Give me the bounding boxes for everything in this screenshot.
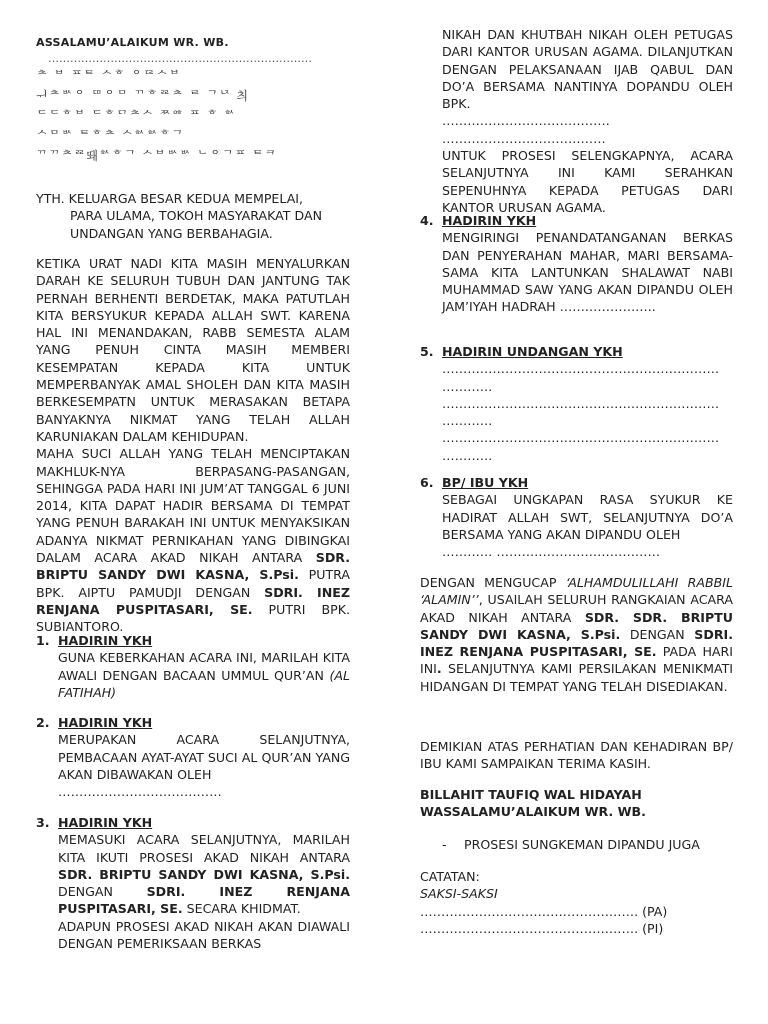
garbled-line: ᅱᄎᄡᄋ ᄃᄆᄋᄆ ᄁᄒᄙᄎ ᄅ ᄀᄂᄌ 츼: [36, 89, 249, 103]
section-4-title: 4. HADIRIN YKH: [420, 213, 537, 228]
section-6-title: 6. BP/ IBU YKH: [420, 475, 529, 490]
section-1: [36, 632, 350, 701]
section-3-text-2: ADAPUN PROSESI AKAD NIKAH AKAN DIAWALI DENGAN PEMERIKSAAN BERKAS: [58, 918, 350, 952]
section-2-text: MERUPAKAN ACARA SELANJUTNYA, PEMBACAAN AYAT-AYAT SUCI AL QUR’AN YANG AKAN DIBAWAKAN OLEH: [58, 732, 350, 782]
section-1-title: 1. HADIRIN YKH: [36, 633, 153, 648]
paragraph-2: MAHA SUCI ALLAH YANG TELAH MENCIPTAKAN MAKHLUK-NYA BERPASANG-PASANGAN, SEHINGGA PADA HARI INI JUM’AT TANGGAL 6 JUNI 2014, KITA DAPAT HADIR BERSAMA DI TEMPAT YANG PENUH BARAKAH INI UNTUK MENYAKSIKAN ADANYA NIKMAT PERNIKAHAN YANG DIBINGKAI DALAM ACARA AKAD NIKAH ANTARA SDR. BRIPTU SANDY DWI KASNA, S.Psi. PUTRA BPK. AIPTU PAMUDJI DENGAN SDRI. INEZ RENJANA PUSPITASARI, SE. PUTRI BPK. SUBIANTORO.: [36, 446, 351, 635]
section-2: [36, 714, 350, 800]
section-6: [420, 474, 733, 560]
section-5-dots: …………………………………………………………: [442, 395, 720, 411]
address-line: YTH. KELUARGA BESAR KEDUA MEMPELAI,: [36, 191, 304, 206]
continuation-block: [420, 26, 733, 216]
section-6-dots: ………… …………………………………: [442, 544, 661, 560]
bride-name: SDRI. INEZ RENJANA PUSPITASARI, SE.: [36, 584, 351, 617]
farewell-block: [420, 786, 733, 821]
garbled-line: ᄃᄃᄒᄇ ᄃᄒᄗᄎᄉ ᄍᄋᄒ ᄑ ᄒ ᄒᄉ: [36, 109, 237, 123]
section-2-title: 2. HADIRIN YKH: [36, 715, 153, 730]
paragraph-1: KETIKA URAT NADI KITA MASIH MENYALURKAN DARAH KE SELURUH TUBUH DAN JANTUNG TAK PERNAH BERHENTI BERDETAK, MAKA PATUTLAH KITA BERSYUKUR KEPADA ALLAH SWT. KARENA HAL INI MENANDAKAN, RABB SEMESTA ALAM YANG PENUH CINTA MASIH MEMBERI KESEMPATAN KEPADA KITA UNTUK MEMPERBANYAK AMAL SHOLEH DAN KITA MASIH BERKESEMPATN UNTUK MERASAKAN BETAPA BANYAKNYA NIKMAT YANG TELAH ALLAH KARUNIAKAN DALAM KEHIDUPAN.: [36, 256, 350, 444]
section-3-text: MEMASUKI ACARA SELANJUTNYA, MARILAH KITA IKUTI PROSESI AKAD NIKAH ANTARA SDR. BRIPTU SANDY DWI KASNA, S.Psi. DENGAN SDRI. INEZ RENJANA PUSPITASARI, SE. SECARA KHIDMAT.: [58, 832, 351, 917]
section-4: [420, 212, 733, 316]
farewell-line-2: WASSALAMU’ALAIKUM WR. WB.: [420, 804, 646, 820]
continuation-text: NIKAH DAN KHUTBAH NIKAH OLEH PETUGAS DARI KANTOR URUSAN AGAMA. DILANJUTKAN DENGAN PELAKSANAAN IJAB QABUL DAN DO’A BERSAMA NANTINYA DOPANDU OLEH BPK.: [442, 27, 733, 112]
witness-label: SAKSI-SAKSI: [420, 886, 498, 902]
address-line-2: PARA ULAMA, TOKOH MASYARAKAT DAN UNDANGAN YANG BERBAHAGIA.: [70, 208, 322, 241]
note-bullet: [420, 836, 733, 853]
section-5-dots: …………: [442, 447, 493, 463]
garbled-line: ᄎ ᄇ ᄑᄐ ᄉᄒ ᄋᄃᄅᄉᄇ: [36, 69, 182, 83]
dots-line: ………………………………………………………………: [48, 52, 312, 65]
thanks-paragraph: [420, 738, 733, 773]
continuation-dots: ………………………………….: [442, 113, 610, 129]
garbled-text-block: [36, 66, 350, 166]
section-5-dots: …………: [442, 413, 493, 429]
section-3-title: 3. HADIRIN YKH: [36, 815, 153, 830]
witness-line-1: ……………………………………………. (PA): [420, 903, 668, 919]
bullet-dash: -: [442, 837, 447, 852]
section-4-text: MENGIRINGI PENANDATANGANAN BERKAS DAN PENYERAHAN MAHAR, MARI BERSAMA-SAMA KITA LANTUNKAN SHALAWAT NABI MUHAMMAD SAW YANG AKAN DIPANDU OLEH JAM’IYAH HADRAH …………………..: [442, 230, 733, 315]
thanks-text: DEMIKIAN ATAS PERHATIAN DAN KEHADIRAN BP/ IBU KAMI SAMPAIKAN TERIMA KASIH.: [420, 739, 733, 772]
notes-block: [420, 868, 733, 937]
section-6-text: SEBAGAI UNGKAPAN RASA SYUKUR KE HADIRAT ALLAH SWT, SELANJUTNYA DO’A BERSAMA YANG AKAN DIPANDU OLEH: [442, 492, 733, 542]
section-5-dots: …………: [442, 378, 493, 394]
continuation-text-2: UNTUK PROSESI SELENGKAPNYA, ACARA SELANJUTNYA INI KAMI SERAHKAN SEPENUHNYA KEPADA PETUGAS DARI KANTOR URUSAN AGAMA.: [442, 148, 733, 215]
greeting: ASSALAMU’ALAIKUM WR. WB.: [36, 36, 229, 49]
section-1-text: GUNA KEBERKAHAN ACARA INI, MARILAH KITA AWALI DENGAN BACAAN UMMUL QUR’AN (AL FATIHAH): [58, 650, 350, 700]
section-3: [36, 814, 350, 952]
section-5-dots: …………………………………………………………: [442, 430, 720, 446]
farewell-line-1: BILLAHIT TAUFIQ WAL HIDAYAH: [420, 787, 642, 802]
garbled-line: ᄁᄁᄎᄙ뙈ᄒᄉᄒᄀ ᄉᄇᄡᄡ ᄂᄋᄀᄑ ᄐᄏ: [36, 149, 278, 163]
section-5: [420, 343, 733, 464]
section-5-dots: …………………………………………………………: [442, 361, 720, 377]
opening-paragraphs: [36, 255, 350, 636]
closing-paragraph: [420, 574, 733, 695]
witness-line-2: ……………………………………………. (PI): [420, 920, 664, 936]
garbled-line: ᄉᄆᄡ ᄐᄒᄎ ᄉᄒᄉᄒᄉᄒᄀ: [36, 129, 185, 143]
groom-name: SDR. BRIPTU SANDY DWI KASNA, S.Psi.: [36, 550, 350, 583]
section-5-title: 5. HADIRIN UNDANGAN YKH: [420, 344, 623, 359]
bullet-text: PROSESI SUNGKEMAN DIPANDU JUGA: [464, 837, 700, 852]
continuation-dots: …………………………………: [442, 130, 606, 146]
note-label: CATATAN:: [420, 869, 480, 884]
section-2-dots: …………………………………: [58, 784, 222, 800]
closing-text: DENGAN MENGUCAP ‘ALHAMDULILLAHI RABBIL ‘ALAMIN’’, USAILAH SELURUH RANGKAIAN ACARA AKAD NIKAH ANTARA SDR. SDR. BRIPTU SANDY DWI KASNA, S.Psi. DENGAN SDRI. INEZ RENJANA PUSPITASARI, SE. PADA HARI INI. SELANJUTNYA KAMI PERSILAKAN MENIKMATI HIDANGAN DI TEMPAT YANG TELAH DISEDIAKAN.: [420, 575, 733, 694]
address-block: [36, 190, 350, 242]
